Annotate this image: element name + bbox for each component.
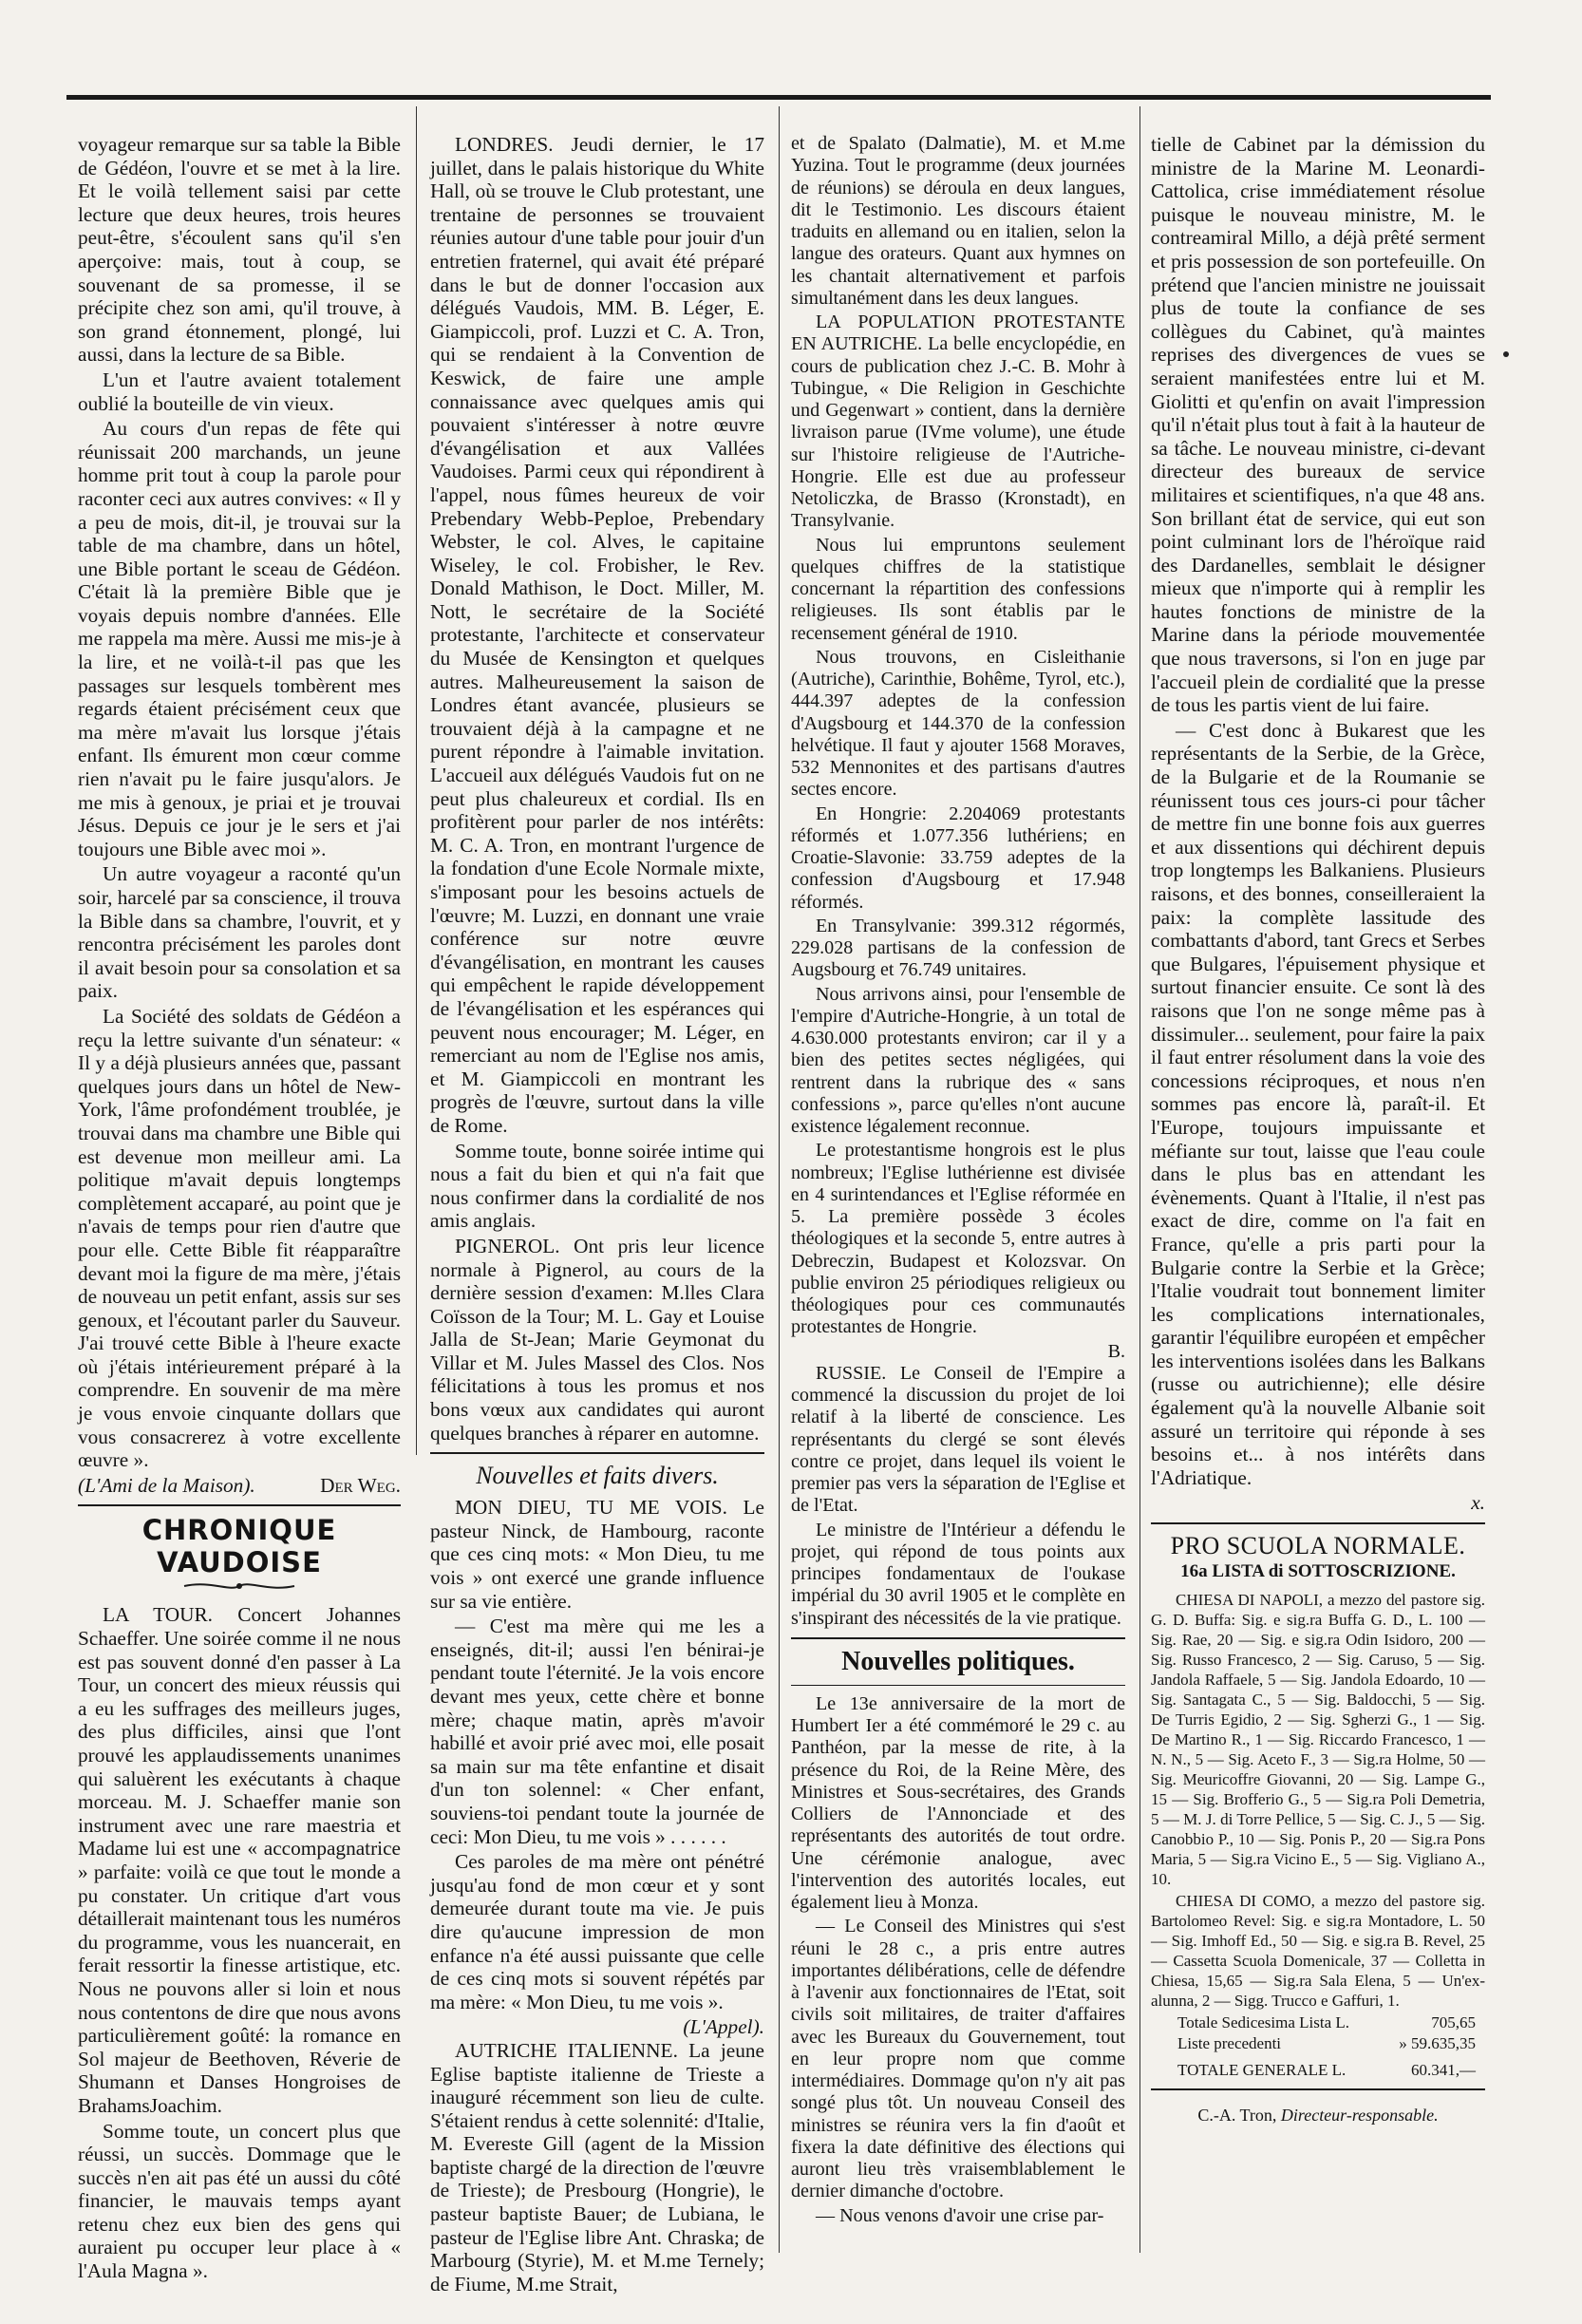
ink-dot [1503,351,1509,357]
paragraph: — Le Conseil des Ministres qui s'est réuni le 28 c., a pris entre autres importantes délibérations, celle de défendre à l'avenir aux fonctionnaires de l'Etat, soit civils soit militaires, de traiter d'affaires avec les Bureaux du Gouvernement, tout en leur propre nom que comme intermédiaires. Dommage qu'on n'y ait pas songé plus tôt. Un nouveau Conseil des ministres se réunira vers la fin d'août et fixera la date définitive des élections qui auront lieu très vraisemblablement le dernier dimanche d'octobre. [791,1916,1125,2202]
column-1 [78,133,401,2285]
paragraph: PIGNEROL. Ont pris leur licence normale à Pignerol, au cours de la dernière session d'examen: M.lles Clara Coïsson de la Tour; M. L. Gay et Louise Jalla de St-Jean; Marie Geymonat du Villar et M. Jules Massel des Clos. Nos félicitations à tous les promus et nos bons vœux aux candidates qui auront quelques branches à réparer en automne. [430,1234,764,1445]
article-signature: x. [1471,1491,1485,1515]
paragraph: Somme toute, un concert plus que réussi, un succès. Dommage que le succès n'en ait pas été un aussi du côté financier, le mauvais temps ayant retenu chez eux bien des gens qui auraient pu occuper leur place à « l'Aula Magna ». [78,2119,401,2283]
paragraph: Le ministre de l'Intérieur a défendu le projet, qui répond de tous points aux principes fondamentaux de l'oukase impérial du 30 avril 1905 et le complète en s'inspirant des nécessités de la vie pratique. [791,1519,1125,1629]
paragraph: L'un et l'autre avaient totalement oublié la bouteille de vin vieux. [78,368,401,415]
donation-list: CHIESA DI NAPOLI, a mezzo del pastore sig. G. D. Buffa: Sig. e sig.ra Buffa G. D., L. 100 — Sig. Rae, 20 — Sig. e sig.ra Odin Isidoro, 200 — Sig. Russo Francesco, 2 — Sig. Caruso, 5 — Sig. Jandola Raffaele, 5 — Sig. Jandola Edoardo, 10 — Sig. Santagata C., 5 — Sig. Baldocchi, 5 — Sig. De Turris Egidio, 2 — Sig. Sgherzi G., 1 — Sig. De Martino R., 1 — Sig. Riccardo Francesco, 1 — N. N., 5 — Sig. Aceto F., 3 — Sig.ra Holme, 50 — Sig. Meuricoffre Giovanni, 20 — Sig. Lampe G., 15 — Sig. Brofferio G., 5 — Sig.ra Poli Demetria, 5 — M. J. di Torre Pellice, 5 — Sig. C. J., 5 — Sig. Canobbio P., 10 — Sig. Ponis P., 20 — Sig.ra Pons Maria, 5 — Sig.ra Vicino E., 5 — Sig. Vigliano A., 10. [1151,1590,1485,1888]
signature-source: (L'Ami de la Maison). [78,1473,255,1497]
article-signature: (L'Appel). [683,2015,764,2039]
paragraph: En Hongrie: 2.204069 protestants réformés et 1.077.356 luthériens; en Croatie-Slavonie: 33.759 adeptes de la confession d'Augsbourg et 17.948 réformés. [791,803,1125,913]
paragraph: — C'est donc à Bukarest que les représentants de la Serbie, de la Grèce, de la Bulgarie et de la Roumanie se réunissent tous ces jours-ci pour tâcher de mettre fin une bonne fois aux guerres et aux dissentions qui déchirent depuis trop longtemps les Balkaniens. Plusieurs raisons, et des bonnes, conseilleraient la paix: la complète lassitude des combattants d'abord, tant Grecs et Serbes que Bulgares, l'épuisement physique et surtout financier ensuite. Ce sont là des raisons que l'on ne songe même pas à dissimuler... seulement, pour faire la paix il faut entrer résolument dans la voie des concessions réciproques, et nous n'en sommes pas encore là, paraît-il. Et l'Europe, toujours impuissante et méfiante sur tout, laisse que l'eau coule dans le plus bas en attendant les évènements. Quant à l'Italie, il n'est pas exact de dire, comme on l'a fait en France, qu'elle a pris parti pour la Bulgarie contre la Serbie et la Grèce; l'Italie voudrait tout bonnement limiter les complications internationales, garantir l'équilibre européen et empêcher les interventions isolées dans les Balkans (russe ou autrichienne); elle désire également qu'à la nouvelle Albanie soit assuré un territoire qui réponde à ses besoins et... à nos intérêts dans l'Adriatique. [1151,718,1485,1489]
column-rule [779,106,780,2253]
paragraph: LA POPULATION PROTESTANTE EN AUTRICHE. La belle encyclopédie, en cours de publication chez J.-C. B. Mohr à Tubingue, « Die Religion in Geschichte und Gegenwart » contient, dans la dernière livraison parue (IVme volume), une étude sur l'histoire religieuse de l'Autriche-Hongrie. Elle est due au professeur Netoliczka, de Brasso (Kronstadt), en Transylvanie. [791,312,1125,532]
paragraph: tielle de Cabinet par la démission du ministre de la Marine M. Leonardi-Cattolica, crise immédiatement résolue puisque le nouveau ministre, M. le contreamiral Millo, a déjà prêté serment et pris possession de son portefeuille. On prétend que l'ancien ministre ne jouissait plus de toute la confiance de ses collègues du Cabinet, qu'à maintes reprises des divergences de vues se seraient manifestées entre lui et M. Giolitti et qu'enfin on avait l'impression qu'il n'était plus tout à fait à la hauteur de sa tâche. Le nouveau ministre, ci-devant directeur des bureaux de service militaires et scientifiques, n'a que 48 ans. Son brillant état de service, qui eut son point culminant lors de l'héroïque raid des Dardanelles, semblait le désigner mieux que n'importe qui à remplir les hautes fonctions de ministre de la Marine dans la période mouvementée que nous traversons, si l'on en juge par l'accueil plein de cordialité que la presse de tous les partis vient de lui faire. [1151,133,1485,717]
top-rule [66,95,1491,100]
paragraph: RUSSIE. Le Conseil de l'Empire a commencé la discussion du projet de loi relatif à la liberté de conscience. Les représentants du clergé se sont élevés contre ce projet, dans lequel ils voient le premier pas vers la séparation de l'Eglise et de l'Etat. [791,1362,1125,1517]
grand-total-row [1151,2054,1485,2081]
section-title-chronique: CHRONIQUE VAUDOISE [141,1514,337,1579]
signature-author: Der Weg. [320,1473,401,1497]
section-rule [791,1637,1125,1639]
paragraph: Nous lui empruntons seulement quelques chiffres de la statistique concernant la répartition des confessions religieuses. Ils sont établis par le recensement général de 1910. [791,534,1125,644]
paragraph: Ces paroles de ma mère ont pénétré jusqu'au fond de mon cœur et y sont demeurée durant toute ma vie. Je puis dire qu'aucune impression de mon enfance n'a été aussi puissante que celle de ces cinq mots si souvent répétés par ma mère: « Mon Dieu, tu me vois ». [430,1850,764,2013]
grand-total-label: TOTALE GENERALE L. [1177,2060,1347,2079]
paragraph: voyageur remarque sur sa table la Bible de Gédéon, l'ouvre et se met à la lire. Et le voilà tellement saisi par cette lecture que deux heures, trois heures peut-être, s'écoulent sans qu'il s'en aperçoive: mais, tout à coup, se souvenant de sa promesse, il se précipite chez son ami, qu'il trouve, à son grand étonnement, plongé, lui aussi, dans la lecture de sa Bible. [78,133,401,367]
paragraph: LONDRES. Jeudi dernier, le 17 juillet, dans le palais historique du White Hall, où se trouve le Club protestant, une trentaine de personnes se trouvaient réunies autour d'une table pour jouir d'un entretien fraternel, qui avait été préparé dans le but de donner l'occasion aux délégués Vaudois, MM. B. Léger, E. Giampiccoli, prof. Luzzi et C. A. Tron, qui se rendaient à la Convention de Keswick, de faire une ample connaissance avec quelques amis qui pouvaient s'intéresser à notre œuvre d'évangélisation et aux Vallées Vaudoises. Parmi ceux qui répondirent à l'appel, nous fûmes heureux de voir Prebendary Webb-Peploe, Prebendary Webster, le col. Alves, le capitaine Wiseley, le col. Frobisher, le Rev. Donald Mathison, le Doct. Miller, M. Nott, le secrétaire de la Société protestante, l'architecte et conservateur du Musée de Kensington et quelques autres. Malheureusement la saison de Londres étant avancée, plusieurs se trouvaient déjà à la campagne et ne purent répondre à l'aimable invitation. L'accueil aux délégués Vaudois fut on ne peut plus chaleureux et cordial. Ils en profitèrent pour parler de nos intérêts: M. C. A. Tron, en montrant l'urgence de la fondation d'une Ecole Normale mixte, s'imposant pour les besoins actuels de l'œuvre; M. Luzzi, en donnant une vraie conférence sur notre œuvre d'évangélisation, en montrant les causes qui empêchent le rapide développement de l'évangélisation et les espérances qui peuvent nous encourager; M. Léger, en remerciant au nom de l'Eglise nos amis, et M. Giampiccoli en montrant les progrès de l'œuvre, surtout dans la ville de Rome. [430,133,764,1137]
paragraph: Nous arrivons ainsi, pour l'ensemble de l'empire d'Autriche-Hongrie, à un total de 4.630.000 protestants environ; car il y a bien des petites sectes négligées, qui rentrent dans la rubrique des « sans confessions », parce qu'elles n'ont aucune existence légalement reconnue. [791,983,1125,1137]
grand-total-value: 60.341,— [1411,2060,1476,2079]
paragraph: et de Spalato (Dalmatie), M. et M.me Yuzina. Tout le programme (deux journées de réunions) se déroula en deux langues, dit le Testimonio. Les discours étaient traduits en allemand ou en italien, selon la langue des orateurs. Quant aux hymnes on les chantait alternativement et parfois simultanément dans les deux langues. [791,133,1125,309]
section-rule [791,1685,1125,1686]
paragraph: Somme toute, bonne soirée intime qui nous a fait du bien et qui n'a fait que nous confirmer dans la cordialité de nos amis anglais. [430,1139,764,1233]
total-value: » 59.635,35 [1399,2033,1476,2052]
paragraph: Au cours d'un repas de fête qui réunissait 200 marchands, un jeune homme prit tout à coup la parole pour raconter ceci aux autres convives: « Il y a peu de mois, dit-il, je trouvai sur la table de ma chambre, dans un hôtel, une Bible portant le sceau de Gédéon. C'était là la première Bible que je voyais depuis nombre d'années. Elle me rappela ma mère. Aussi me mis-je à la lire, et ne voilà-t-il pas que les passages sur lesquels tombèrent mes regards étaient précisément ceux que ma mère m'avait lus lorsque j'étais enfant. Ils émurent mon cœur comme rien n'avait pu le faire jusqu'alors. Je me mis à genoux, je priai et je trouvai Jésus. Depuis ce jour je le sers et j'ai toujours une Bible avec moi ». [78,417,401,860]
section-rule [1151,1522,1485,1524]
editor-name: C.-A. Tron, [1197,2105,1277,2125]
section-title-politiques: Nouvelles politiques. [841,1646,1075,1676]
column-rule [1139,106,1140,2253]
paragraph: Le protestantisme hongrois est le plus nombreux; l'Eglise luthérienne est divisée en 4 surintendances et l'Eglise réformée en 5. La première possède 3 écoles théologiques et la seconde 5, entre autres à Debreczin, Budapest et Kolozsvar. On publie environ 25 périodiques religieux ou théologiques pour ces communautés protestantes de Hongrie. [791,1140,1125,1338]
article-signature: B. [1107,1340,1125,1362]
paragraph: AUTRICHE ITALIENNE. La jeune Eglise baptiste italienne de Trieste a inauguré récemment son lieu de culte. S'étaient rendus à cette solennité: d'Italie, M. Evereste Gill (agent de la Mission baptiste chargé de la direction de l'œuvre de Trieste); de Presbourg (Hongrie), le pasteur baptiste Bauer; de Lubiana, le pasteur de l'Eglise libre Ant. Chraska; de Marbourg (Styrie), M. et M.me Ternely; de Fiume, M.me Strait, [430,2038,764,2296]
paragraph: Un autre voyageur a raconté qu'un soir, harcelé par sa conscience, il trouva la Bible dans sa chambre, l'ouvrit, et y rencontra précisément les paroles dont il avait besoin pour sa consolation et sa paix. [78,862,401,1003]
editor-role: Directeur-responsable. [1280,2105,1439,2125]
paragraph: Le 13e anniversaire de la mort de Humbert Ier a été commémoré le 29 c. au Panthéon, par la messe de rite, à la présence du Roi, de la Reine Mère, des Ministres et Sous-secrétaires, des Grands Colliers de l'Annonciade et des représentants des autorités de tout ordre. Une cérémonie analogue, avec l'intervention des autorités locales, eut également lieu à Monza. [791,1692,1125,1913]
total-label: Liste precedenti [1177,2033,1282,2052]
paragraph: LA TOUR. Concert Johannes Schaeffer. Une soirée comme il ne nous est pas souvent donné d'en passer à La Tour, un concert des mieux réussis qui a eu les suffrages des meilleurs juges, des plus difficiles, ainsi que l'ont prouvé les applaudissements unanimes qui saluèrent les exécutants à chaque morceau. M. J. Schaeffer manie son instrument avec une rare maestria et Madame lui est une « accompagnatrice » parfaite: voilà ce que tout le monde a pu constater. Un critique d'art vous détaillerait maintenant tous les numéros du programme, vous les nuancerait, en ferait ressortir la finesse artistique, etc. Nous ne pouvons aller si loin et nous nous contentons de dire que nous avons particulièrement goûté: la romance en Sol majeur de Beethoven, Réverie de Shumann et Danses Hongroises de BrahamsJoachim. [78,1603,401,2117]
paragraph: La Société des soldats de Gédéon a reçu la lettre suivante d'un sénateur: « Il y a déjà plusieurs années que, passant quelques jours dans un hôtel de New-York, l'âme profondément troublée, je trouvai dans ma chambre une Bible qui est devenue mon meilleur ami. La politique m'avait depuis longtemps complètement accaparé, au point que je n'avais de temps pour rien d'autre que pour elle. Cette Bible fit réapparaître devant moi la figure de ma mère, j'étais de nouveau un petit enfant, assis sur ses genoux, et l'écoutant parler du Sauveur. J'ai trouvé cette Bible à l'heure exacte où j'étais intérieurement préparé à la comprendre. En souvenir de ma mère je vous envoie cinquante dollars que vous consacrerez à votre excellente œuvre ». [78,1004,401,1472]
section-title-scuola: PRO SCUOLA NORMALE. [1170,1532,1466,1560]
paragraph: En Transylvanie: 399.312 régormés, 229.028 partisans de la confession de Augsbourg et 76.749 unitaires. [791,915,1125,981]
flourish-ornament [182,1578,296,1594]
article-signature [78,1474,401,1498]
total-row [1151,2012,1485,2033]
column-rule [416,106,417,1455]
column-4 [1151,133,1485,2126]
editor-footer [1151,2104,1485,2127]
section-rule [430,1452,764,1454]
section-rule [78,1504,401,1506]
total-label: Totale Sedicesima Lista L. [1177,2012,1350,2031]
paragraph: MON DIEU, TU ME VOIS. Le pasteur Ninck, de Hambourg, raconte que ces cinq mots: « Mon Dieu, tu me vois » ont exercé une grande influence sur sa vie entière. [430,1496,764,1613]
column-2 [430,133,764,2297]
paragraph: — Nous venons d'avoir une crise par- [816,2204,1104,2226]
paragraph: — C'est ma mère qui me les a enseignés, dit-il; aussi l'en bénirai-je pendant toute l'éternité. Je la vois encore devant mes yeux, cette chère et bonne mère; chaque matin, après m'avoir habillé et avoir prié avec moi, elle posait sa main sur ma tête enfantine et disait d'un ton solennel: « Cher enfant, souviens-toi pendant toute la journée de ceci: Mon Dieu, tu me vois » . . . . . . [430,1615,764,1848]
paragraph: Nous trouvons, en Cisleithanie (Autriche), Carinthie, Bohême, Tyrol, etc.), 444.397 adeptes de la confession d'Augsbourg et 144.370 de la confession helvétique. Il faut y ajouter 1568 Moraves, 532 Mennonites et des partisans d'autres sectes encore. [791,646,1125,801]
donation-list: CHIESA DI COMO, a mezzo del pastore sig. Bartolomeo Revel: Sig. e sig.ra Montadore, L. 50 — Sig. Imhoff Ed., 50 — Sig. e sig.ra B. Revel, 25 — Cassetta Scuola Domenicale, 37 — Colletta in Chiesa, 15,65 — Sig.ra Sala Elena, 5 — Un'ex-alunna, 2 — Sigg. Trucco e Gaffuri, 1. [1151,1891,1485,2010]
previous-total-row [1151,2033,1485,2054]
list-subtitle: 16a LISTA di SOTTOSCRIZIONE. [1180,1561,1456,1582]
total-value: 705,65 [1431,2012,1476,2031]
column-3 [791,133,1125,2229]
section-title-nouvelles: Nouvelles et faits divers. [476,1462,719,1490]
section-rule [1151,2088,1485,2090]
